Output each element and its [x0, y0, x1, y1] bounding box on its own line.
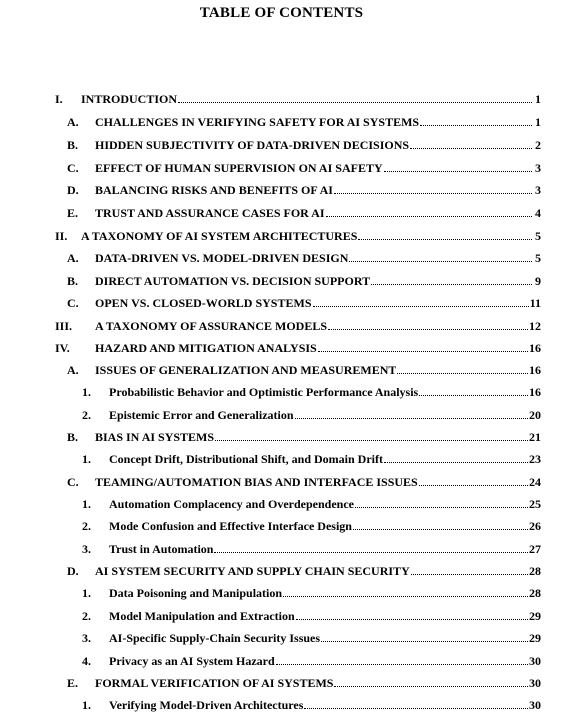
- entry-page-number: 9: [535, 274, 541, 288]
- toc-entry: [82, 517, 541, 533]
- entry-title: AI-Specific Supply-Chain Security Issues: [109, 631, 321, 645]
- entry-number: B.: [67, 138, 79, 152]
- toc-entry: [67, 136, 541, 152]
- toc-entry: [67, 562, 541, 578]
- toc-entry: [67, 272, 541, 288]
- entry-page-number: 30: [529, 676, 541, 690]
- dot-leader: [304, 707, 528, 709]
- toc-entry: [67, 181, 541, 197]
- entry-number: A.: [67, 251, 79, 265]
- toc-entry: [67, 428, 541, 444]
- dot-leader: [353, 528, 528, 530]
- toc-entry: [82, 629, 541, 645]
- dot-leader: [384, 170, 532, 172]
- entry-leader: [95, 138, 533, 152]
- dot-leader: [371, 283, 532, 285]
- dot-leader: [420, 124, 532, 126]
- entry-page-number: 5: [535, 229, 541, 243]
- entry-number: 1.: [82, 497, 91, 511]
- entry-title: HAZARD AND MITIGATION ANALYSIS: [95, 341, 317, 355]
- toc-entry: [82, 696, 541, 712]
- toc-entry: [67, 113, 541, 129]
- dot-leader: [411, 573, 528, 575]
- entry-title: Epistemic Error and Generalization: [109, 408, 294, 422]
- entry-page-number: 28: [529, 586, 541, 600]
- toc-entry: [67, 249, 541, 265]
- toc-entry: [82, 540, 541, 556]
- dot-leader: [318, 350, 528, 352]
- entry-page-number: 30: [529, 654, 541, 668]
- entry-title: CHALLENGES IN VERIFYING SAFETY FOR AI SYSTEMS: [95, 115, 420, 129]
- dot-leader: [321, 640, 528, 642]
- entry-page-number: 12: [529, 319, 541, 333]
- entry-title: DATA-DRIVEN VS. MODEL-DRIVEN DESIGN: [95, 251, 349, 265]
- entry-title: A TAXONOMY OF AI SYSTEM ARCHITECTURES: [81, 229, 358, 243]
- dot-leader: [355, 506, 528, 508]
- entry-leader: [109, 497, 529, 511]
- entry-number: C.: [67, 475, 79, 489]
- entry-page-number: 1: [535, 92, 541, 106]
- entry-page-number: 4: [535, 206, 541, 220]
- entry-page-number: 29: [529, 631, 541, 645]
- dot-leader: [178, 101, 532, 103]
- entry-title: FORMAL VERIFICATION OF AI SYSTEMS: [95, 676, 334, 690]
- entry-page-number: 11: [529, 296, 541, 310]
- dot-leader: [334, 192, 532, 194]
- entry-number: 2.: [82, 519, 91, 533]
- entry-leader: [109, 698, 529, 712]
- entry-number: A.: [67, 115, 79, 129]
- entry-number: 1.: [82, 698, 91, 712]
- entry-number: D.: [67, 183, 79, 197]
- entry-leader: [95, 296, 530, 310]
- entry-page-number: 29: [529, 609, 541, 623]
- entry-leader: [95, 115, 533, 129]
- entry-number: 1.: [82, 586, 91, 600]
- entry-page-number: 16: [529, 385, 541, 399]
- toc-entry: [82, 584, 541, 600]
- toc-entry: [67, 159, 541, 175]
- entry-number: II.: [55, 229, 68, 243]
- toc-entry: [55, 90, 541, 106]
- dot-leader: [215, 439, 528, 441]
- entry-leader: [109, 586, 529, 600]
- entry-page-number: 16: [529, 363, 541, 377]
- entry-title: Model Manipulation and Extraction: [109, 609, 295, 623]
- toc-entry: [82, 406, 541, 422]
- dot-leader: [349, 260, 532, 262]
- entry-title: Probabilistic Behavior and Optimistic Performance Analysis: [109, 385, 419, 399]
- entry-page-number: 30: [529, 698, 541, 712]
- entry-leader: [109, 609, 529, 623]
- toc-entry: [55, 339, 541, 355]
- entry-number: 1.: [82, 452, 91, 466]
- entry-leader: [95, 475, 529, 489]
- page-title: TABLE OF CONTENTS: [199, 5, 364, 21]
- entry-title: BALANCING RISKS AND BENEFITS OF AI: [95, 183, 333, 197]
- dot-leader: [419, 484, 528, 486]
- entry-number: D.: [67, 564, 79, 578]
- entry-number: B.: [67, 430, 79, 444]
- entry-title: Trust in Automation: [109, 542, 214, 556]
- toc-entry: [67, 361, 541, 377]
- entry-number: E.: [67, 676, 79, 690]
- entry-number: E.: [67, 206, 79, 220]
- dot-leader: [276, 663, 528, 665]
- entry-number: I.: [55, 92, 63, 106]
- entry-title: DIRECT AUTOMATION VS. DECISION SUPPORT: [95, 274, 371, 288]
- entry-page-number: 24: [529, 475, 541, 489]
- entry-number: 1.: [82, 385, 91, 399]
- entry-title: Privacy as an AI System Hazard: [109, 654, 275, 668]
- toc-entry: [67, 204, 541, 220]
- entry-title: TRUST AND ASSURANCE CASES FOR AI: [95, 206, 325, 220]
- entry-page-number: 1: [535, 115, 541, 129]
- entry-number: B.: [67, 274, 79, 288]
- toc-entry: [67, 473, 541, 489]
- toc-entry: [67, 294, 541, 310]
- toc-entry: [82, 607, 541, 623]
- entry-title: Mode Confusion and Effective Interface Design: [109, 519, 352, 533]
- dot-leader: [214, 551, 528, 553]
- toc-entry: [82, 652, 541, 668]
- entry-number: 2.: [82, 609, 91, 623]
- entry-leader: [95, 430, 529, 444]
- dot-leader: [358, 238, 532, 240]
- toc-entry: [55, 317, 541, 333]
- entry-title: AI SYSTEM SECURITY AND SUPPLY CHAIN SECURITY: [95, 564, 410, 578]
- entry-page-number: 3: [535, 161, 541, 175]
- entry-leader: [95, 161, 533, 175]
- dot-leader: [384, 461, 528, 463]
- entry-leader: [109, 631, 529, 645]
- entry-number: C.: [67, 296, 79, 310]
- entry-title: Data Poisoning and Manipulation: [109, 586, 283, 600]
- entry-title: OPEN VS. CLOSED-WORLD SYSTEMS: [95, 296, 312, 310]
- entry-page-number: 3: [535, 183, 541, 197]
- entry-leader: [109, 519, 529, 533]
- entry-title: Verifying Model-Driven Architectures: [109, 698, 304, 712]
- entry-title: INTRODUCTION: [81, 92, 178, 106]
- dot-leader: [419, 394, 528, 396]
- dot-leader: [334, 685, 528, 687]
- entry-page-number: 27: [529, 542, 541, 556]
- entry-title: Automation Complacency and Overdependence: [109, 497, 354, 511]
- entry-title: Concept Drift, Distributional Shift, and Domain Drift: [109, 452, 384, 466]
- dot-leader: [313, 305, 529, 307]
- entry-page-number: 16: [529, 341, 541, 355]
- entry-page-number: 28: [529, 564, 541, 578]
- dot-leader: [328, 328, 528, 330]
- toc-entry: [82, 450, 541, 466]
- toc-entry: [82, 383, 541, 399]
- entry-leader: [81, 229, 533, 243]
- entry-page-number: 26: [529, 519, 541, 533]
- entry-number: III.: [55, 319, 73, 333]
- entry-number: 3.: [82, 542, 91, 556]
- entry-leader: [95, 676, 529, 690]
- entry-page-number: 20: [529, 408, 541, 422]
- entry-page-number: 21: [529, 430, 541, 444]
- dot-leader: [295, 417, 528, 419]
- entry-leader: [109, 542, 529, 556]
- entry-page-number: 23: [529, 452, 541, 466]
- entry-leader: [95, 251, 533, 265]
- entry-number: 4.: [82, 654, 91, 668]
- toc-entry: [55, 227, 541, 243]
- entry-leader: [95, 206, 533, 220]
- entry-number: A.: [67, 363, 79, 377]
- dot-leader: [410, 147, 532, 149]
- entry-page-number: 25: [529, 497, 541, 511]
- entry-number: 2.: [82, 408, 91, 422]
- entry-title: BIAS IN AI SYSTEMS: [95, 430, 215, 444]
- entry-leader: [109, 408, 529, 422]
- entry-leader: [95, 564, 529, 578]
- entry-number: C.: [67, 161, 79, 175]
- entry-page-number: 5: [535, 251, 541, 265]
- entry-title: TEAMING/AUTOMATION BIAS AND INTERFACE ISSUES: [95, 475, 418, 489]
- toc-entry: [67, 674, 541, 690]
- entry-leader: [95, 319, 529, 333]
- entry-leader: [109, 385, 529, 399]
- toc-entry: [82, 495, 541, 511]
- entry-title: EFFECT OF HUMAN SUPERVISION ON AI SAFETY: [95, 161, 383, 175]
- entry-leader: [109, 452, 529, 466]
- entry-title: ISSUES OF GENERALIZATION AND MEASUREMENT: [95, 363, 397, 377]
- dot-leader: [296, 618, 528, 620]
- dot-leader: [397, 372, 528, 374]
- entry-title: A TAXONOMY OF ASSURANCE MODELS: [95, 319, 328, 333]
- entry-title: HIDDEN SUBJECTIVITY OF DATA-DRIVEN DECISIONS: [95, 138, 410, 152]
- entry-leader: [109, 654, 529, 668]
- entry-leader: [95, 363, 529, 377]
- entry-page-number: 2: [535, 138, 541, 152]
- entry-number: 3.: [82, 631, 91, 645]
- entry-leader: [95, 274, 533, 288]
- entry-number: IV.: [55, 341, 70, 355]
- entry-leader: [95, 341, 529, 355]
- dot-leader: [283, 595, 528, 597]
- entry-leader: [95, 183, 533, 197]
- entry-leader: [81, 92, 533, 106]
- dot-leader: [326, 215, 532, 217]
